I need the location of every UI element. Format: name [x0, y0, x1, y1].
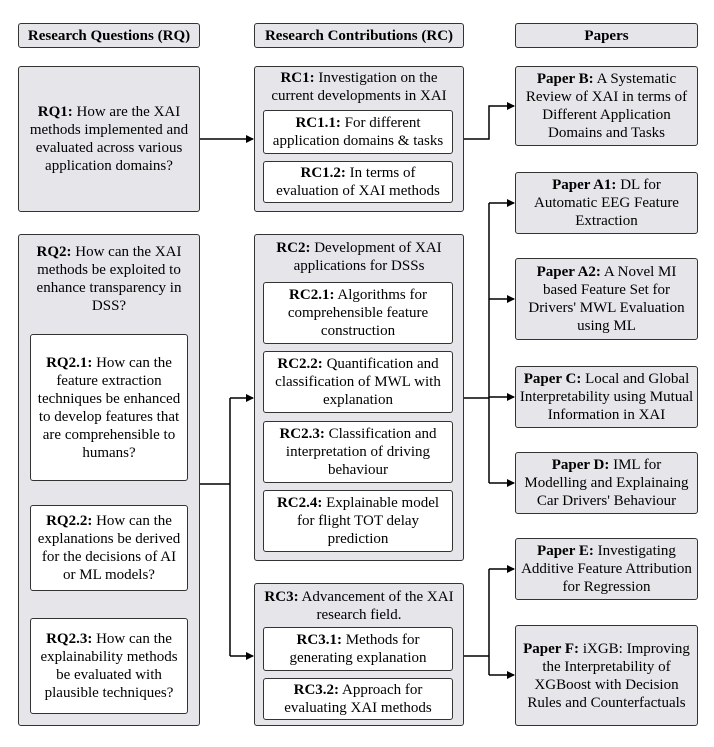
rc2-1-id: RC2.1:	[289, 287, 335, 303]
rc1-2-id: RC1.2:	[300, 165, 346, 181]
rq1-id: RQ1:	[37, 104, 73, 120]
rq1-box	[18, 66, 200, 212]
paper-e-text: Investigating Additive Feature Attribution for Regression	[521, 543, 692, 595]
rc1-id: RC1:	[280, 70, 315, 86]
rq2-3-id: RQ2.3:	[46, 631, 93, 647]
rc2-3-box	[263, 421, 453, 483]
rq2-1-text: How can the feature extraction techniques be enhanced to develop features that are comprehensible to humans?	[37, 354, 181, 461]
rc2-4-text: Explainable model for flight TOT delay prediction	[296, 495, 440, 547]
rc3-1-id: RC3.1:	[296, 632, 342, 648]
rc1-1-box	[263, 110, 453, 154]
paper-f-text: iXGB: Improving the Interpretability of XGBoost with Decision Rules and Counterfactuals	[527, 640, 690, 711]
rc2-text: Development of XAI applications for DSSs	[293, 240, 442, 274]
rq2-label	[27, 243, 191, 315]
rc3-1-box	[263, 627, 453, 671]
rc1-2-box	[263, 161, 453, 203]
rq1-label	[29, 103, 189, 175]
rc2-2-id: RC2.2:	[277, 356, 323, 372]
paper-e-id: Paper E:	[537, 543, 594, 559]
rq2-3-text: How can the explainability methods be evaluated with plausible techniques?	[40, 631, 178, 701]
rc2-2-text: Quantification and classification of MWL with explanation	[275, 356, 441, 408]
header-papers: Papers	[515, 23, 698, 48]
rc2-4-box	[263, 490, 453, 552]
rq2-id: RQ2:	[36, 244, 72, 260]
paper-c-id: Paper C:	[523, 371, 582, 387]
rc2-1-box	[263, 282, 453, 344]
paper-d-id: Paper D:	[551, 457, 610, 473]
paper-e-box	[515, 538, 698, 600]
rc2-4-id: RC2.4:	[276, 495, 323, 511]
paper-a2-box	[515, 258, 698, 340]
rq2-1-box	[30, 334, 188, 481]
paper-a1-id: Paper A1:	[552, 177, 617, 193]
rc2-3-id: RC2.3:	[279, 426, 325, 442]
rc2-1-text: Algorithms for comprehensible feature construction	[287, 287, 429, 339]
paper-d-text: IML for Modelling and Explainaing Car Drivers' Behaviour	[524, 457, 689, 509]
paper-a2-id: Paper A2:	[536, 264, 601, 280]
rq2-1-id: RQ2.1:	[46, 354, 93, 371]
rc3-2-text: Approach for evaluating XAI methods	[284, 682, 432, 716]
rc3-2-id: RC3.2:	[293, 682, 340, 698]
paper-f-id: Paper F:	[523, 640, 580, 657]
rc3-id: RC3:	[264, 589, 299, 605]
rq2-3-box	[30, 618, 188, 714]
paper-f-box	[515, 625, 698, 726]
header-research-questions: Research Questions (RQ)	[18, 23, 200, 48]
paper-d-box	[515, 452, 698, 514]
rc2-2-box	[263, 351, 453, 413]
arrow-rc1-paper-b	[464, 106, 514, 139]
paper-c-text: Local and Global Interpretability using Mutual Information in XAI	[519, 371, 694, 423]
rq2-text: How can the XAI methods be exploited to enhance transparency in DSS?	[36, 244, 182, 314]
paper-b-text: A Systematic Review of XAI in terms of Different Application Domains and Tasks	[525, 71, 688, 141]
paper-b-box	[515, 66, 698, 146]
rq2-2-text: How can the explanations be derived for the decisions of AI or ML models?	[37, 513, 181, 583]
rq1-text: How are the XAI methods implemented and evaluated across various application domains?	[29, 104, 189, 174]
rc3-text: Advancement of the XAI research field.	[301, 589, 454, 623]
rq2-2-id: RQ2.2:	[46, 513, 93, 529]
rc1-1-id: RC1.1:	[295, 115, 341, 131]
header-research-contributions: Research Contributions (RC)	[254, 23, 464, 48]
rc2-3-text: Classification and interpretation of driving behaviour	[285, 426, 437, 478]
rc1-2-text: In terms of evaluation of XAI methods	[276, 165, 440, 199]
paper-c-box	[515, 366, 698, 428]
rc1-1-text: For different application domains & tasks	[272, 115, 444, 149]
rc1-text: Investigation on the current developments in XAI	[271, 70, 447, 104]
rc3-2-box	[263, 678, 453, 720]
rc2-id: RC2:	[276, 240, 311, 256]
paper-b-id: Paper B:	[536, 71, 594, 87]
paper-a1-box	[515, 172, 698, 234]
rc3-1-text: Methods for generating explanation	[289, 632, 427, 666]
paper-a2-text: A Novel MI based Feature Set for Drivers' MWL Evaluation using ML	[528, 264, 685, 334]
paper-a1-text: DL for Automatic EEG Feature Extraction	[534, 177, 679, 229]
rq2-2-box	[30, 505, 188, 591]
